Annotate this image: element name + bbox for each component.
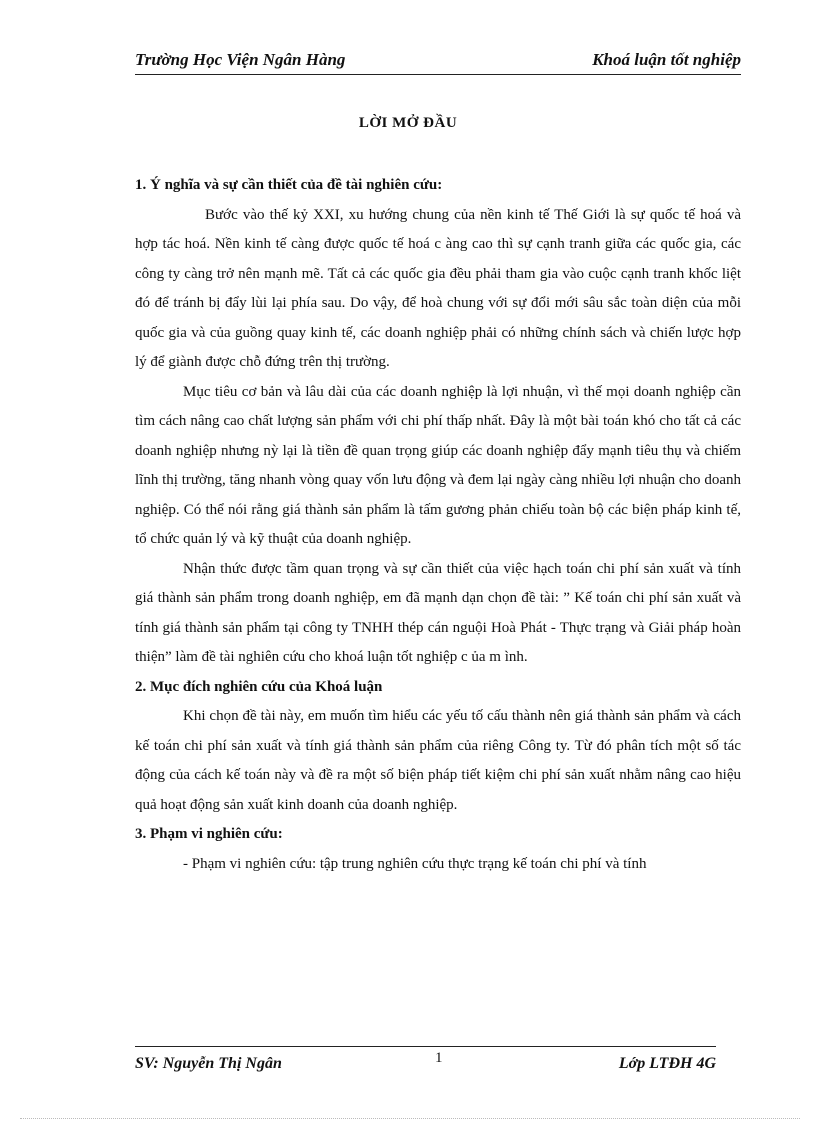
header-doc-type: Khoá luận tốt nghiệp — [592, 50, 741, 69]
section-2-heading: 2. Mục đích nghiên cứu của Khoá luận — [135, 678, 383, 695]
page-header — [135, 48, 741, 75]
page-footer — [135, 1046, 716, 1077]
page-number: 1 — [435, 1050, 443, 1066]
section-3-heading: 3. Phạm vi nghiên cứu: — [135, 826, 283, 842]
section-1-heading: 1. Ý nghĩa và sự cần thiết của đề tài nghiên cứu: — [135, 177, 443, 193]
section-3-paragraph-1: - Phạm vi nghiên cứu: tập trung nghiên cứu thực trạng kế toán chi phí và tính — [183, 855, 647, 872]
footer-class: Lớp LTĐH 4G — [618, 1055, 716, 1072]
page-edge-divider — [20, 1118, 800, 1119]
section-2-paragraph-1: Khi chọn đề tài này, em muốn tìm hiểu các yếu tố cấu thành nên giá thành sản phẩm và cách kế toán chi phí sản xuất và tính giá thành sản phẩm của riêng Công ty. Từ đó phân tích một số tác động của cách kế toán này và đề ra một số biện pháp tiết kiệm chi phí sản xuất nhằm nâng cao hiệu quả hoạt động sản xuất kinh doanh của doanh nghiệp. — [135, 708, 741, 813]
page-title: LỜI MỞ ĐẦU — [358, 115, 458, 131]
section-1-paragraph-2: Mục tiêu cơ bản và lâu dài của các doanh nghiệp là lợi nhuận, vì thế mọi doanh nghiệp cần tìm cách nâng cao chất lượng sản phẩm với chi phí thấp nhất. Đây là một bài toán khó cho tất cả các doanh nghiệp nhưng nỳ lại là tiền đề quan trọng giúp các doanh nghiệp đẩy mạnh tiêu thụ và chiếm lĩnh thị trường, tăng nhanh vòng quay vốn lưu động và đem lại ngày càng nhiều lợi nhuận cho doanh nghiệp. Có thể nói rằng giá thành sản phẩm là tấm gương phản chiếu toàn bộ các biện pháp kinh tế, tổ chức quản lý và kỹ thuật của doanh nghiệp. — [135, 383, 741, 547]
footer-student: SV: Nguyễn Thị Ngân — [135, 1055, 282, 1072]
document-body — [135, 171, 741, 879]
section-1-paragraph-3: Nhận thức được tầm quan trọng và sự cần thiết của việc hạch toán chi phí sản xuất và tính giá thành sản phẩm trong doanh nghiệp, em đã mạnh dạn chọn đề tài: ” Kế toán chi phí sản xuất và tính giá thành sản phẩm tại công ty TNHH thép cán nguội Hoà Phát - Thực trạng và Giải pháp hoàn thiện” làm đề tài nghiên cứu cho khoá luận tốt nghiệp c ủa m ình. — [135, 560, 741, 665]
section-1-paragraph-1: Bước vào thế kỷ XXI, xu hướng chung của nền kinh tế Thế Giới là sự quốc tế hoá và hợp tác hoá. Nền kinh tế càng được quốc tế hoá c àng cao thì sự cạnh tranh giữa các quốc gia, các công ty càng trở nên mạnh mẽ. Tất cả các quốc gia đều phải tham gia vào cuộc cạnh tranh khốc liệt đó để tránh bị đẩy lùi lại phía sau. Do vậy, để hoà chung với sự đổi mới sâu sắc toàn diện của mỗi quốc gia và của guồng quay kinh tế, các doanh nghiệp phải có những chính sách và chiến lược hợp lý để giành được chỗ đứng trên thị trường. — [135, 206, 741, 370]
header-school: Trường Học Viện Ngân Hàng — [135, 50, 346, 69]
